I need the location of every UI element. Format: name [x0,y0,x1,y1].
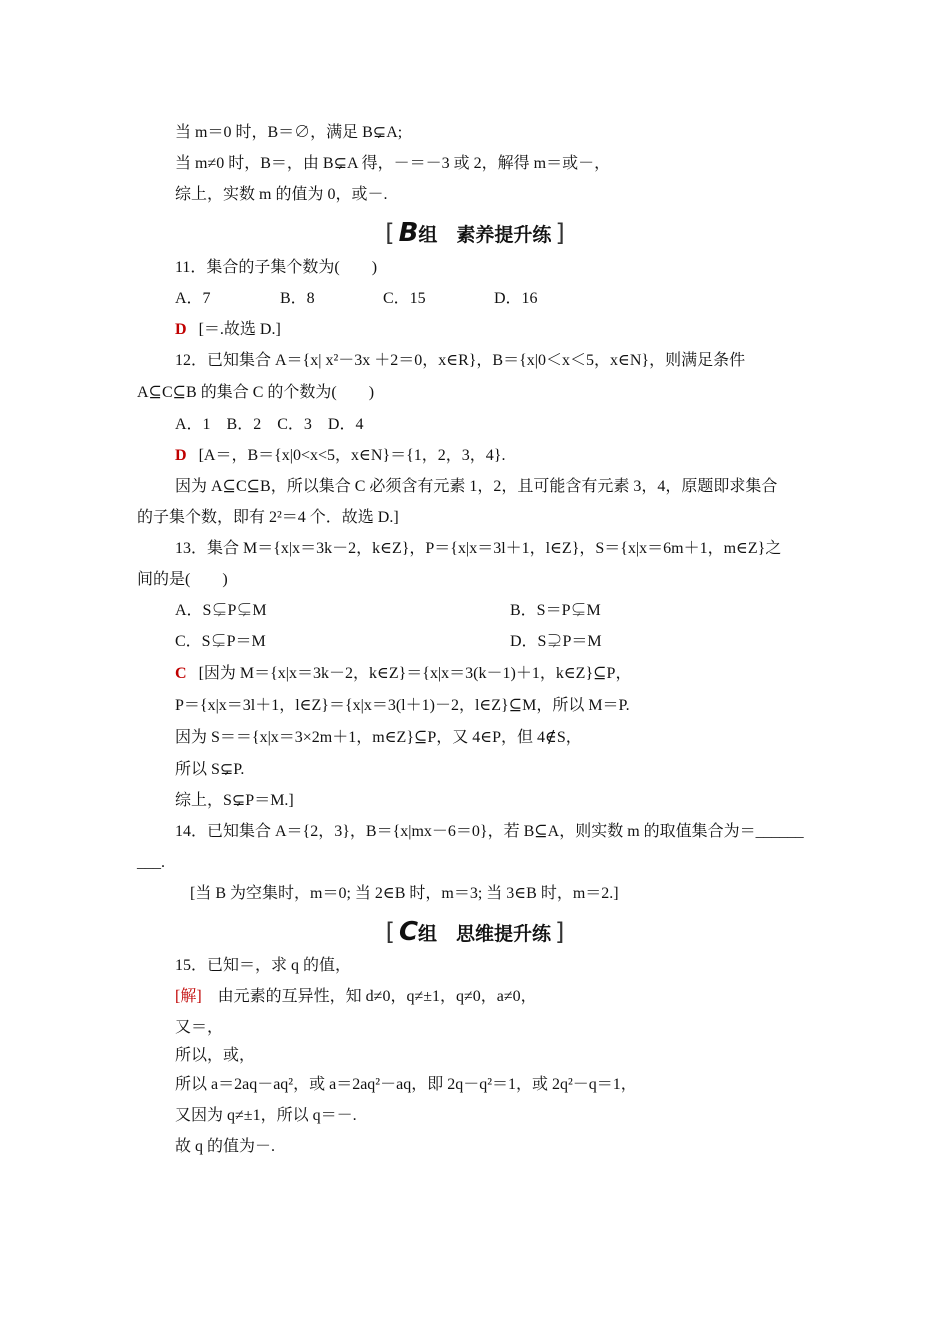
option-a: A．S⊊P⊊M [175,602,267,619]
question-stem: 14．已知集合 A＝{2，3}，B＝{x|mx－6＝0}，若 B⊆A，则实数 m 的取值集合为＝______ [175,823,804,840]
solution-line: 所以 S⊊P. [175,761,245,778]
bracket-open: [ [385,918,395,946]
answer-label: [解] [175,988,202,1005]
answer-letter: C [175,665,187,682]
answer-letter: D [175,447,187,464]
question-stem: 12．已知集合 A＝{x| x²－3x ＋2＝0，x∈R}，B＝{x|0＜x＜5，x∈N}，则满足条件 [175,352,746,369]
answer-text: [A＝，B＝{x|0<x<5，x∈N}＝{1，2，3，4}. [198,447,506,464]
option-c: C．15 [383,290,426,307]
answer-text: [当 B 为空集时，m＝0; 当 2∈B 时，m＝3; 当 3∈B 时，m＝2.] [190,885,619,902]
question-stem: 间的是( ) [137,571,228,588]
solution-line: P＝{x|x＝3l＋1，l∈Z}＝{x|x＝3(l＋1)－2，l∈Z}⊆M，所以 M＝P. [175,697,630,714]
text-line: 综上，实数 m 的值为 0，或－. [175,186,388,203]
text-line: 当 m＝0 时，B＝∅，满足 B⊊A; [175,124,403,141]
question-stem: ___. [137,854,165,871]
question-stem: 11．集合的子集个数为( ) [175,259,378,276]
answer-text: 由元素的互异性，知 d≠0，q≠±1，q≠0，a≠0， [201,988,537,1005]
section-title: 组 素养提升练 [418,224,552,246]
answer-line [175,446,506,466]
text-line: 当 m≠0 时，B＝，由 B⊊A 得，－＝－3 或 2，解得 m＝或－， [175,155,611,172]
solution-line: 因为 S＝＝{x|x＝3×2m＋1，m∈Z}⊆P，又 4∈P，但 4∉S， [175,729,582,746]
bracket-close: ] [555,918,565,946]
solution-line: 又＝， [175,1019,224,1036]
question-stem: A⊆C⊆B 的集合 C 的个数为( ) [137,384,375,401]
answer-line [175,987,537,1007]
option-c: C．S⊊P＝M [175,633,266,650]
solution-line: 因为 A⊆C⊆B，所以集合 C 必须含有元素 1，2，且可能含有元素 3，4，原题即求集合 [175,478,778,495]
answer-text: [因为 M＝{x|x＝3k－2，k∈Z}＝{x|x＝3(k－1)＋1，k∈Z}⊆P， [198,665,632,682]
answer-letter: D [175,321,187,338]
answer-line [175,664,631,684]
section-header-c [0,918,950,948]
options-line: A．1 B．2 C．3 D．4 [175,416,364,433]
option-b: B．8 [280,290,315,307]
bracket-close: ] [555,219,565,247]
option-d: D．S⊋P＝M [510,633,602,650]
solution-line: 的子集个数，即有 2²＝4 个．故选 D.] [137,509,399,526]
section-title: 组 思维提升练 [418,923,552,945]
question-stem: 15．已知＝，求 q 的值， [175,957,352,974]
section-header-b [0,219,950,249]
option-a: A．7 [175,290,211,307]
section-letter: B [398,218,419,248]
solution-line: 故 q 的值为－. [175,1138,276,1155]
solution-line: 所以，或， [175,1047,256,1064]
option-d: D．16 [494,290,538,307]
question-stem: 13．集合 M＝{x|x＝3k－2，k∈Z}，P＝{x|x＝3l＋1，l∈Z}，S＝{x|x＝6m＋1，m∈Z}之 [175,540,782,557]
solution-line: 所以 a＝2aq－aq²，或 a＝2aq²－aq，即 2q－q²＝1，或 2q²－q＝1， [175,1076,637,1093]
option-b: B．S＝P⊊M [510,602,601,619]
answer-line [175,320,281,340]
solution-line: 又因为 q≠±1，所以 q＝－. [175,1107,357,1124]
section-letter: C [398,917,419,947]
solution-line: 综上，S⊊P＝M.] [175,792,294,809]
bracket-open: [ [385,219,395,247]
answer-text: [＝.故选 D.] [198,321,281,338]
